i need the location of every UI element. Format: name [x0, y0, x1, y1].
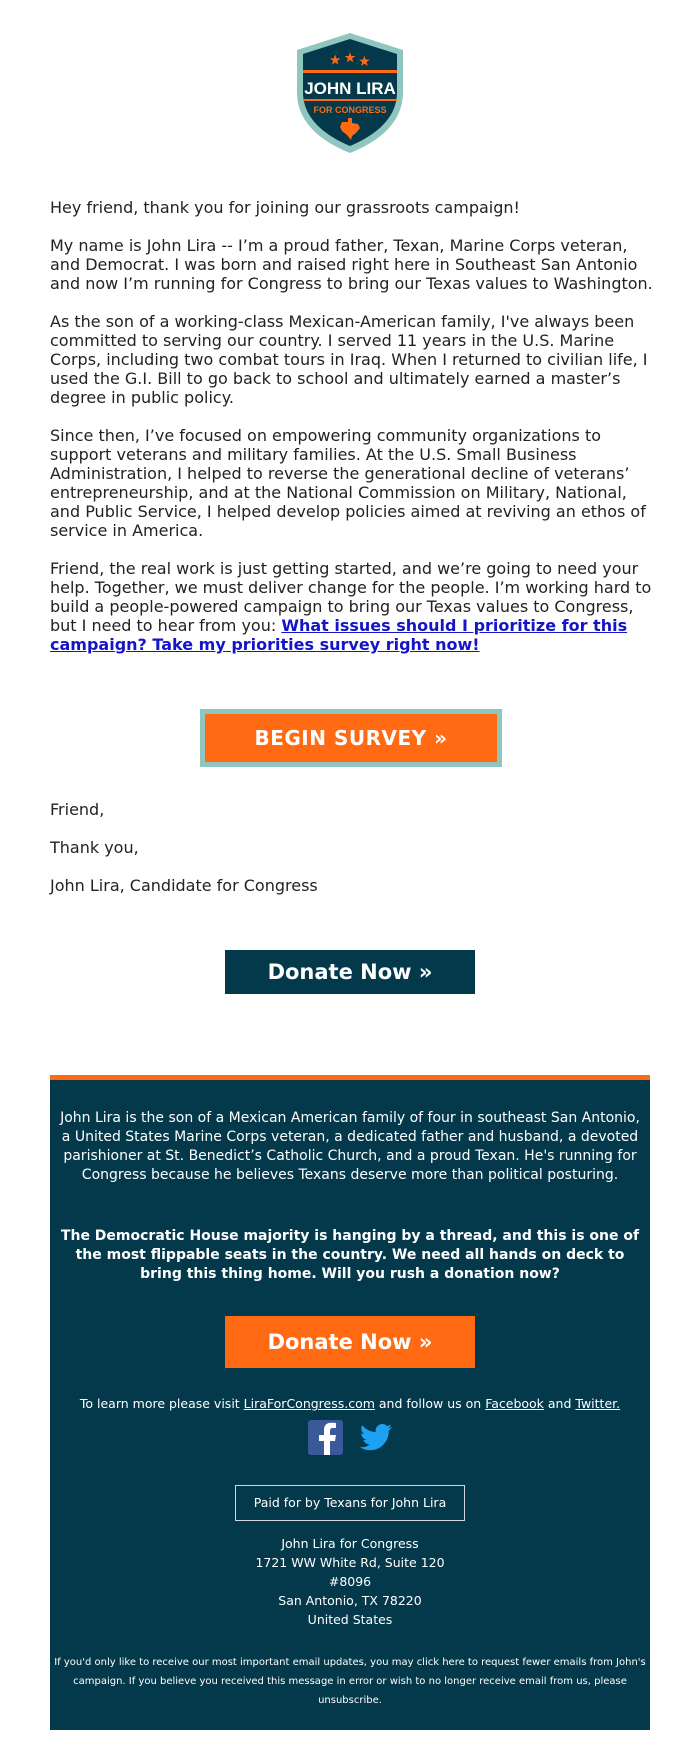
signoff-thanks: Thank you, — [50, 838, 139, 857]
paid-for-box: Paid for by Texans for John Lira — [235, 1485, 465, 1521]
footer — [50, 1075, 650, 1730]
twitter-link[interactable]: Twitter. — [575, 1396, 621, 1411]
greeting-text: Hey friend, thank you for joining our grassroots campaign! — [50, 198, 520, 217]
signoff — [50, 800, 654, 914]
signature: John Lira, Candidate for Congress — [50, 876, 318, 895]
begin-survey-button[interactable]: BEGIN SURVEY » — [205, 714, 497, 762]
address-line: John Lira for Congress — [281, 1536, 419, 1551]
survey-button-border — [200, 709, 502, 767]
footer-bio: John Lira is the son of a Mexican American family of four in southeast San Antonio, a United States Marine Corps veteran, a dedicated father and husband, a devoted parishioner at St. Benedict’s Catholic Church, and a proud Texan. He's running for Congress because he believes Texans deserve more than political posturing. — [60, 1110, 640, 1183]
address-line: #8096 — [328, 1574, 372, 1589]
background-paragraph: As the son of a working-class Mexican-American family, I've always been committed to serving our country. I served 11 years in the U.S. Marine Corps, including two combat tours in Iraq. When I returned to civilian life, I used the G.I. Bill to go back to school and ultimately earned a master’s degree in public policy. — [50, 312, 648, 407]
social-icons — [306, 1419, 396, 1457]
signoff-salutation: Friend, — [50, 800, 105, 819]
donate-now-button-footer[interactable]: Donate Now » — [225, 1316, 475, 1368]
twitter-icon[interactable] — [360, 1424, 392, 1450]
email-body — [50, 198, 654, 673]
career-paragraph: Since then, I’ve focused on empowering community organizations to support veterans and military families. At the U.S. Small Business Administration, I helped to reverse the generational decline of veterans’ entrepreneurship, and at the National Commission on Military, National, and Public Service, I helped develop policies aimed at reviving an ethos of service in America. — [50, 426, 646, 540]
ask-paragraph — [50, 559, 654, 654]
facebook-link[interactable]: Facebook — [485, 1396, 544, 1411]
site-link[interactable]: LiraForCongress.com — [243, 1396, 375, 1411]
fine-print: If you'd only like to receive our most important email updates, you may click here to request fewer emails from John's campaign. If you believe you received this message in error or wish to no longer receive email from us, please unsubscribe. — [54, 1657, 646, 1706]
footer-appeal: The Democratic House majority is hanging by a thread, and this is one of the most flippable seats in the country. We need all hands on deck to bring this thing home. Will you rush a donation now? — [60, 1228, 640, 1282]
address-line: San Antonio, TX 78220 — [278, 1593, 422, 1608]
logo-sub-text: FOR CONGRESS — [313, 105, 387, 115]
address-line: United States — [307, 1612, 393, 1627]
fewer-emails-link[interactable]: click here to request fewer emails — [416, 1657, 587, 1668]
address-line: 1721 WW White Rd, Suite 120 — [255, 1555, 445, 1570]
learn-more-line: To learn more please visit LiraForCongress.com and follow us on Facebook and Twitter. — [79, 1396, 621, 1411]
survey-link[interactable]: What issues should I prioritize for this campaign? Take my priorities survey right now! — [50, 616, 628, 654]
mailing-address — [50, 1534, 650, 1629]
logo-name-text: JOHN LIRA — [304, 79, 396, 98]
shield-logo-icon — [290, 30, 410, 156]
campaign-logo — [0, 30, 700, 160]
intro-paragraph: My name is John Lira -- I’m a proud father, Texan, Marine Corps veteran, and Democrat. I was born and raised right here in Southeast San Antonio and now I’m running for Congress to bring our Texas values to Washington. — [50, 236, 653, 293]
ask-text: Friend, the real work is just getting started, and we’re going to need your help. Together, we must deliver change for the people. I’m working hard to build a people-powered campaign to bring our Texas values to Congress, but I need to hear from you: — [50, 559, 652, 635]
donate-now-button-top[interactable]: Donate Now » — [225, 950, 475, 994]
facebook-icon[interactable] — [308, 1420, 343, 1455]
unsubscribe-link[interactable]: unsubscribe — [318, 1695, 379, 1706]
